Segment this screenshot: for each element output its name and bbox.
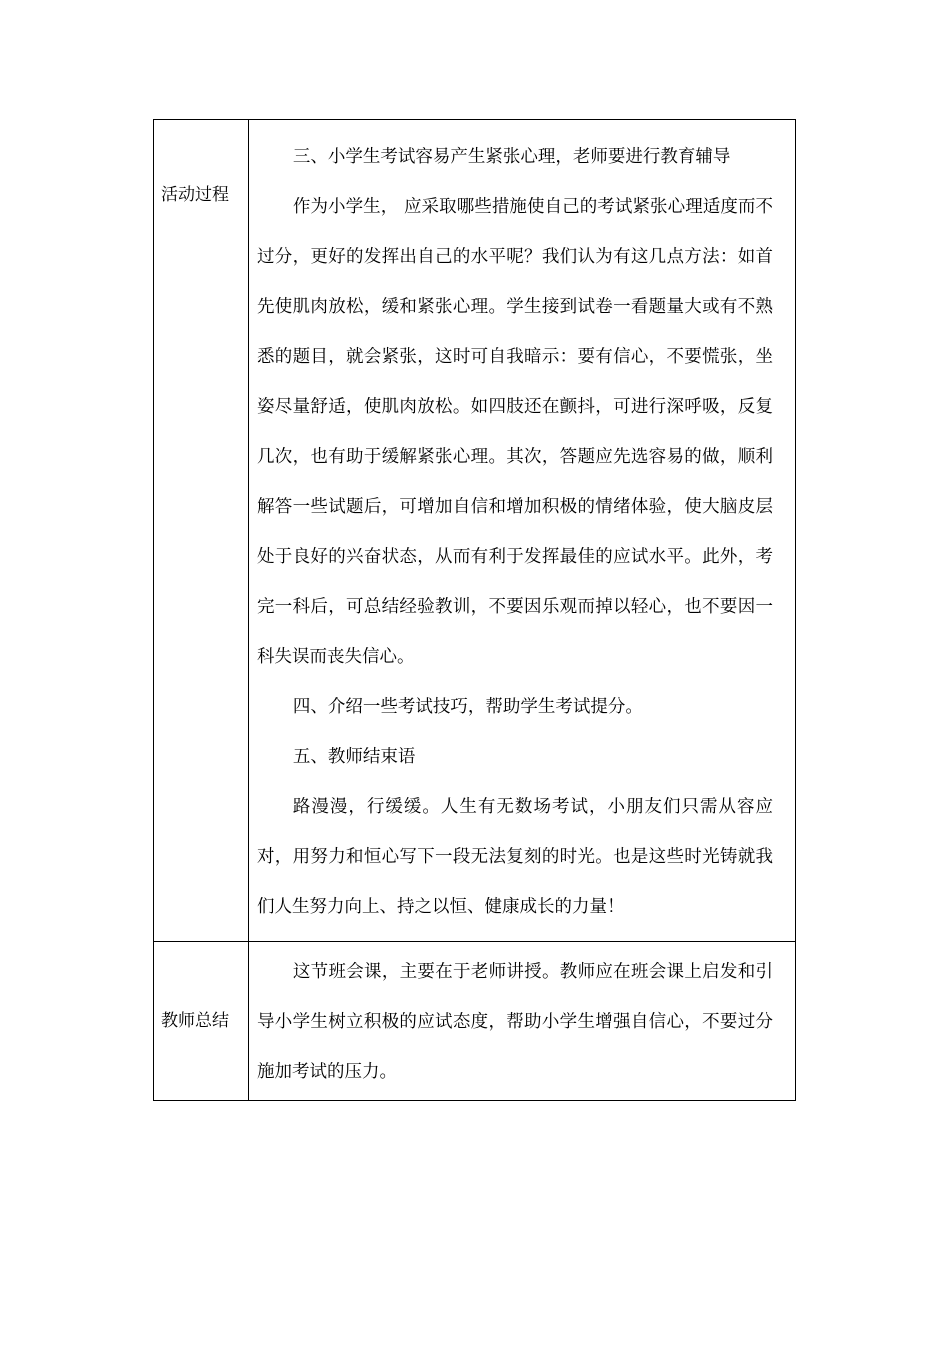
row-label-activity-process: 活动过程 <box>161 185 229 205</box>
table-row-teacher-summary <box>154 942 796 1101</box>
table-row-activity-process <box>154 120 796 942</box>
paragraph-closing-remarks: 路漫漫，行缓缓。人生有无数场考试，小朋友们只需从容应对，用努力和恒心写下一段无法复刻的时光。也是这些时光铸就我们人生努力向上、持之以恒、健康成长的力量！ <box>257 797 773 917</box>
row-content-cell <box>249 942 796 1101</box>
paragraph-anxiety-methods: 作为小学生， 应采取哪些措施使自己的考试紧张心理适度而不过分，更好的发挥出自己的水平呢？我们认为有这几点方法：如首先使肌肉放松，缓和紧张心理。学生接到试卷一看题量大或有不熟悉的题目，就会紧张，这时可自我暗示：要有信心，不要慌张，坐姿尽量舒适，使肌肉放松。如四肢还在颤抖，可进行深呼吸，反复几次，也有助于缓解紧张心理。其次，答题应先选容易的做，顺利解答一些试题后，可增加自信和增加积极的情绪体验，使大脑皮层处于良好的兴奋状态，从而有利于发挥最佳的应试水平。此外，考完一科后，可总结经验教训，不要因乐观而掉以轻心，也不要因一科失误而丧失信心。 <box>257 197 773 667</box>
paragraph-section-three-heading: 三、小学生考试容易产生紧张心理，老师要进行教育辅导 <box>292 147 731 167</box>
paragraph-section-five-heading: 五、教师结束语 <box>292 747 416 767</box>
row-label-cell <box>154 120 249 942</box>
row-label-teacher-summary: 教师总结 <box>161 1011 229 1031</box>
paragraph-section-four-heading: 四、介绍一些考试技巧，帮助学生考试提分。 <box>292 697 643 717</box>
document-table <box>153 119 796 1101</box>
row-label-cell <box>154 942 249 1101</box>
paragraph-teacher-summary: 这节班会课，主要在于老师讲授。教师应在班会课上启发和引导小学生树立积极的应试态度，帮助小学生增强自信心，不要过分施加考试的压力。 <box>257 962 773 1082</box>
row-content-cell <box>249 120 796 942</box>
